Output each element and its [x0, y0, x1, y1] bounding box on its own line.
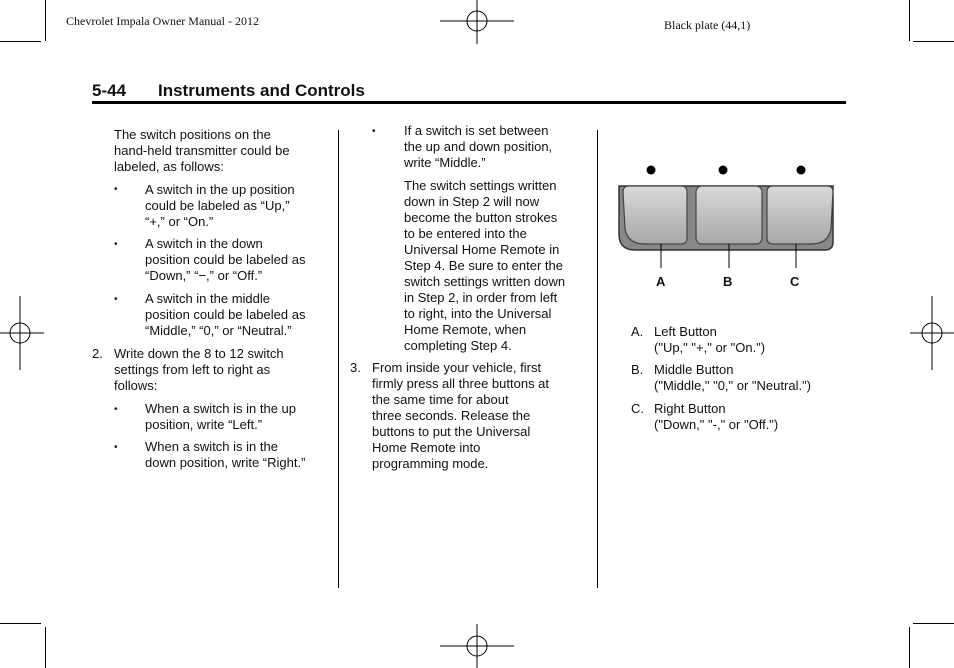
step-text: From inside your vehicle, first firmly press all three buttons at the same time for about three seconds. Release the buttons to put the Universal Home Remote into programming mode. — [372, 360, 550, 471]
list-item: A switch in the up position could be labeled as “Up,” “+,” or “On.” — [145, 182, 295, 229]
legend-item: Middle Button ("Middle," "0," or "Neutral.") — [654, 362, 812, 393]
crop-mark — [0, 41, 41, 42]
crop-mark — [913, 623, 954, 624]
figure-label-c: C — [790, 274, 800, 289]
list-item: When a switch is in the up position, write “Left.” — [145, 401, 297, 432]
registration-mark-icon — [440, 624, 514, 668]
section-heading — [92, 81, 365, 101]
step-number: 2. — [92, 346, 103, 361]
legend-item: Right Button ("Down," "-," or "Off.") — [654, 401, 779, 432]
heading-rule — [92, 101, 846, 104]
column-divider — [597, 130, 598, 588]
intro-paragraph: The switch positions on the hand-held transmitter could be labeled, as follows: — [114, 127, 290, 174]
bullet-icon: • — [114, 404, 118, 415]
list-item: A switch in the middle position could be labeled as “Middle,” “0,” or “Neutral.” — [145, 291, 306, 338]
crop-mark — [0, 623, 41, 624]
crop-mark — [909, 627, 910, 668]
crop-mark — [913, 41, 954, 42]
bullet-icon: • — [114, 442, 118, 453]
right-button-shape — [767, 186, 833, 244]
bullet-icon: • — [372, 126, 376, 137]
left-button-shape — [623, 186, 687, 244]
section-number: 5-44 — [92, 81, 127, 100]
legend-letter: A. — [631, 324, 644, 339]
middle-button-shape — [696, 186, 762, 244]
plate-label: Black plate (44,1) — [664, 18, 751, 32]
step-text: Write down the 8 to 12 switch settings from left to right as follows: — [114, 346, 284, 393]
manual-title: Chevrolet Impala Owner Manual - 2012 — [66, 14, 259, 28]
switch-settings-paragraph: The switch settings written down in Step 2 will now become the button strokes to be entered into the Universal Home Remote in Step 4. Be sure to enter the switch settings written down in Step 2, in order from left to right, into the Universal Home Remote, when completing Step 4. — [404, 178, 566, 353]
legend-letter: C. — [631, 401, 644, 416]
bullet-icon: • — [114, 184, 118, 195]
column-divider — [338, 130, 339, 588]
figure-label-a: A — [656, 274, 666, 289]
legend-item: Left Button ("Up," "+," or "On.") — [654, 324, 766, 355]
crop-mark — [45, 627, 46, 668]
list-item: A switch in the down position could be labeled as “Down,” “−,” or “Off.” — [145, 236, 306, 283]
step-number: 3. — [350, 360, 361, 375]
bullet-icon: • — [114, 239, 118, 250]
indicator-dot-icon — [719, 166, 728, 175]
section-title: Instruments and Controls — [158, 81, 365, 100]
figure-label-b: B — [723, 274, 733, 289]
list-item: If a switch is set between the up and down position, write “Middle.” — [404, 123, 553, 170]
registration-mark-icon — [440, 0, 514, 44]
legend-letter: B. — [631, 362, 644, 377]
crop-mark — [45, 0, 46, 41]
indicator-dot-icon — [797, 166, 806, 175]
registration-mark-icon — [910, 296, 954, 370]
indicator-dot-icon — [647, 166, 656, 175]
crop-mark — [909, 0, 910, 41]
list-item: When a switch is in the down position, write “Right.” — [145, 439, 306, 470]
registration-mark-icon — [0, 296, 44, 370]
bullet-icon: • — [114, 294, 118, 305]
